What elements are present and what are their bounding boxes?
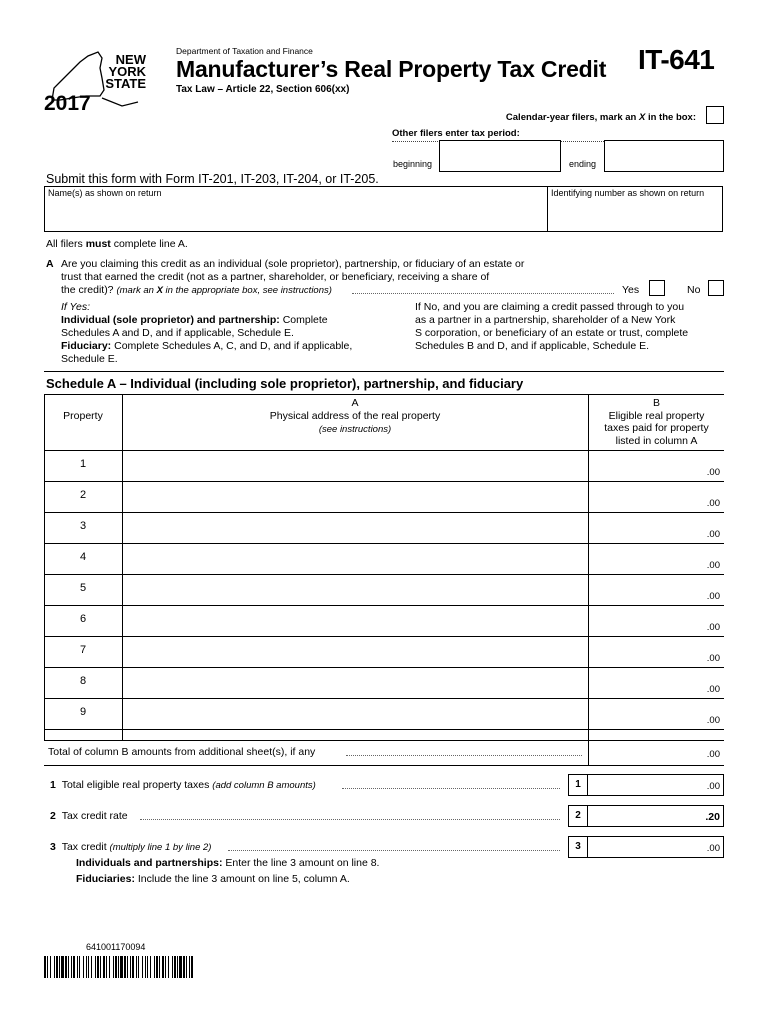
total-additional-field[interactable]	[589, 741, 724, 765]
ny-state-logo	[42, 48, 154, 118]
line-1-label: 1 Total eligible real property taxes (add column B amounts)	[50, 779, 316, 791]
if-yes-individual-2: Schedules A and D, and if applicable, Schedule E.	[61, 327, 294, 339]
id-label: Identifying number as shown on return	[551, 188, 705, 198]
property-tax-cents: .00	[706, 467, 720, 478]
if-no-text-4: Schedules B and D, and if applicable, Schedule E.	[415, 340, 650, 352]
property-address-field[interactable]	[123, 513, 588, 543]
property-row-number: 8	[79, 675, 87, 687]
yes-label: Yes	[622, 284, 640, 296]
all-filers-instruction: All filers must complete line A.	[46, 238, 188, 250]
property-tax-cents: .00	[706, 591, 720, 602]
no-label: No	[687, 284, 701, 296]
form-title: Manufacturer’s Real Property Tax Credit	[176, 56, 607, 82]
property-address-field[interactable]	[123, 699, 588, 729]
total-additional-cents: .00	[706, 749, 720, 760]
property-tax-cents: .00	[706, 653, 720, 664]
line-2-box: 2	[568, 805, 588, 827]
name-label: Name(s) as shown on return	[48, 188, 162, 198]
line-1-value: .00	[706, 781, 720, 792]
submit-instruction: Submit this form with Form IT-201, IT-203, IT-204, or IT-205.	[46, 172, 379, 186]
property-row-number: 7	[79, 644, 87, 656]
line-a-question-3: the credit)? (mark an X in the appropriate box, see instructions)	[61, 284, 332, 296]
schedule-a-title: Schedule A – Individual (including sole proprietor), partnership, and fiduciary	[46, 376, 524, 391]
name-id-box	[44, 186, 723, 232]
property-tax-cents: .00	[706, 715, 720, 726]
credit-lines	[44, 768, 724, 858]
line-a-letter: A	[46, 258, 54, 270]
line-1-box: 1	[568, 774, 588, 796]
individuals-instruction: Individuals and partnerships: Enter the line 3 amount on line 8.	[76, 857, 380, 869]
other-filers-label: Other filers enter tax period:	[392, 128, 520, 139]
identifying-number-field[interactable]	[548, 187, 722, 231]
property-row-number: 3	[79, 520, 87, 532]
if-yes-fiduciary: Fiduciary: Complete Schedules A, C, and D, and if applicable,	[61, 340, 353, 352]
line-2-label: 2 Tax credit rate	[50, 810, 128, 822]
col-a-letter: A	[351, 397, 359, 409]
if-yes-individual: Individual (sole proprietor) and partnership: Complete	[61, 314, 328, 326]
no-checkbox[interactable]	[708, 280, 724, 296]
property-row-number: 4	[79, 551, 87, 563]
line-2-value: .20	[705, 811, 720, 823]
property-tax-cents: .00	[706, 684, 720, 695]
ending-label: ending	[569, 159, 597, 169]
property-address-field[interactable]	[123, 668, 588, 698]
if-yes-fiduciary-2: Schedule E.	[61, 353, 118, 365]
period-beginning-field[interactable]	[439, 140, 561, 172]
yes-checkbox[interactable]	[649, 280, 665, 296]
line-a-question-2: trust that earned the credit (not as a partner, shareholder, or beneficiary, receiving a share of	[61, 271, 490, 283]
property-row-number: 5	[79, 582, 87, 594]
if-yes-label: If Yes:	[61, 301, 90, 313]
line-3-box: 3	[568, 836, 588, 858]
fiduciaries-instruction: Fiduciaries: Include the line 3 amount on line 5, column A.	[76, 873, 350, 885]
col-a-title: Physical address of the real property	[269, 410, 441, 422]
col-b-header: B Eligible real property taxes paid for property listed in column A	[604, 397, 709, 447]
property-address-field[interactable]	[123, 606, 588, 636]
logo-line-state: STATE	[105, 76, 146, 91]
calendar-year-checkbox[interactable]	[706, 106, 724, 124]
line-3-label: 3 Tax credit (multiply line 1 by line 2)	[50, 841, 212, 853]
property-address-field[interactable]	[123, 451, 588, 481]
property-tax-cents: .00	[706, 529, 720, 540]
if-no-text-3: S corporation, or beneficiary of an estate or trust, complete	[415, 327, 689, 339]
if-no-text-1: If No, and you are claiming a credit passed through to you	[415, 301, 685, 313]
department-name: Department of Taxation and Finance	[176, 46, 313, 56]
line-3-value: .00	[706, 843, 720, 854]
logo-line-new: NEW	[115, 52, 146, 67]
total-additional-label: Total of column B amounts from additional sheet(s), if any	[48, 746, 316, 758]
property-address-field[interactable]	[123, 482, 588, 512]
barcode-graphic	[44, 956, 196, 978]
property-tax-cents: .00	[706, 622, 720, 633]
property-row-number: 6	[79, 613, 87, 625]
property-row-number: 9	[79, 706, 87, 718]
form-subtitle: Tax Law – Article 22, Section 606(xx)	[176, 84, 350, 95]
tax-year: 2017	[44, 92, 91, 115]
name-field[interactable]	[45, 187, 547, 231]
col-a-note: (see instructions)	[318, 424, 392, 435]
form-number: IT-641	[638, 44, 715, 75]
property-address-field[interactable]	[123, 575, 588, 605]
calendar-year-instruction: Calendar-year filers, mark an X in the box:	[505, 112, 696, 123]
property-address-field[interactable]	[123, 637, 588, 667]
barcode	[44, 956, 196, 978]
property-row-number: 2	[79, 489, 87, 501]
property-tax-cents: .00	[706, 560, 720, 571]
if-no-text-2: as a partner in a partnership, shareholder of a New York	[415, 314, 676, 326]
property-tax-cents: .00	[706, 498, 720, 509]
barcode-number: 641001170094	[86, 942, 146, 952]
line-a-question-1: Are you claiming this credit as an individual (sole proprietor), partnership, or fiduciary of an estate or	[61, 258, 525, 270]
property-row-number: 1	[79, 458, 87, 470]
period-ending-field[interactable]	[604, 140, 724, 172]
col-property-header: Property	[63, 410, 103, 422]
schedule-a-table	[44, 394, 724, 766]
beginning-label: beginning	[393, 159, 433, 169]
logo-line-york: YORK	[108, 64, 146, 79]
property-address-field[interactable]	[123, 544, 588, 574]
